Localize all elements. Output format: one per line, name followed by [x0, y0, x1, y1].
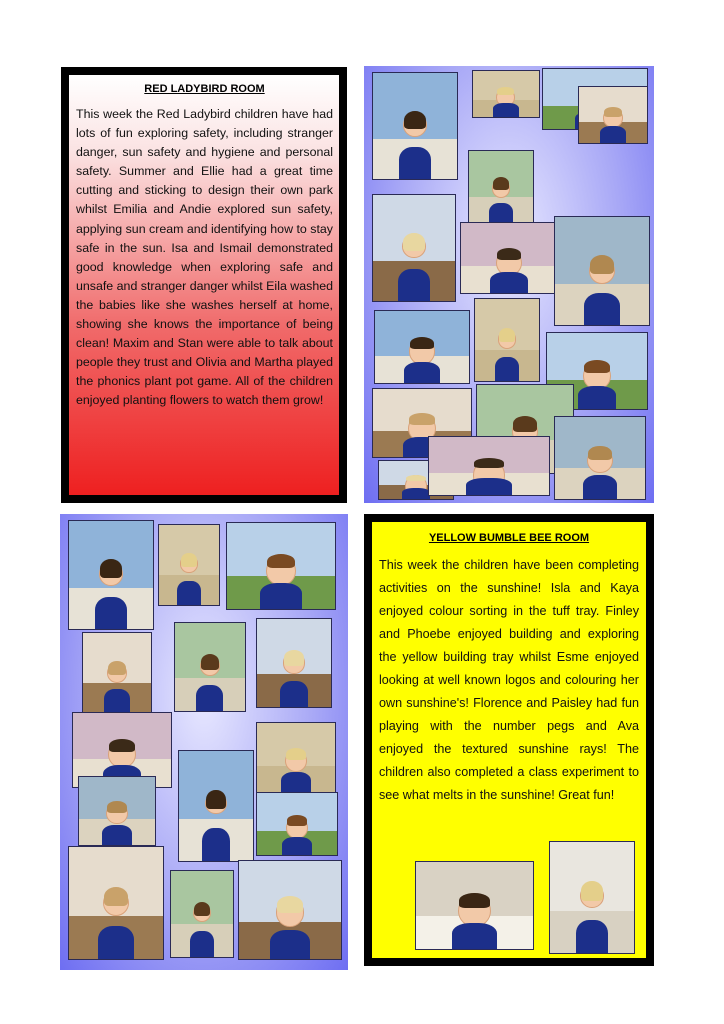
child-photo: [372, 72, 458, 180]
child-photo: [554, 216, 650, 326]
child-photo: [578, 86, 648, 144]
yellow-room-photo-collage: [60, 514, 348, 970]
child-figure: [487, 250, 531, 293]
child-figure: [396, 113, 435, 179]
child-figure: [395, 235, 433, 301]
child-photo: [415, 861, 534, 950]
child-figure: [597, 108, 628, 143]
child-photo: [178, 750, 254, 862]
child-figure: [491, 88, 521, 117]
child-photo: [256, 722, 336, 794]
child-photo: [374, 310, 470, 384]
yellow-bumble-bee-text: This week the children have been completing activities on the sunshine! Isla and Kaya enjoyed colour sorting in the tuff tray. Finley and Phoebe enjoyed building and exploring the yellow building tray whilst Esme enjoyed looking at well known logos and colouring her own sunshine's! Florence and Paisley had fun playing with the number pegs and Ava enjoyed the textured sunshine rays! The children also completed a class experiment to see what melts in the sunshine! Great fun!: [379, 558, 639, 802]
child-figure: [175, 555, 203, 605]
child-figure: [188, 904, 217, 957]
child-figure: [448, 895, 502, 949]
child-photo: [256, 792, 338, 856]
child-photo: [68, 520, 154, 630]
child-figure: [278, 750, 314, 793]
child-photo: [226, 522, 336, 610]
child-photo: [468, 150, 534, 226]
child-figure: [277, 652, 311, 707]
child-figure: [199, 793, 233, 861]
yellow-bumble-bee-content: [372, 522, 646, 958]
child-figure: [267, 898, 314, 959]
child-photo: [170, 870, 234, 958]
yellow-bumble-bee-title: YELLOW BUMBLE BEE ROOM: [428, 532, 590, 544]
child-figure: [579, 448, 620, 499]
child-figure: [486, 179, 515, 225]
red-room-photo-collage: [364, 66, 654, 503]
child-photo: [82, 632, 152, 714]
red-ladybird-text: This week the Red Ladybird children have had lots of fun exploring safety, including stranger danger, sun safety and hygiene and personal safety. Summer and Ellie had a great time cutting and sticking to design their own park whilst Emilia and Andie explored sun safety, applying sun cream and identifying how to stay safe in the sun. Isa and Ismail demonstrated good knowledge when exploring safe and unsafe and stranger danger whilst Eila washed the babies like she washes herself at home, showing she knows the importance of being clean! Maxim and Stan were able to talk about people they trust and Olivia and Martha played the phonics plant pot game. All of the children enjoyed planting flowers to watch them grow!: [76, 107, 333, 408]
child-figure: [400, 338, 443, 383]
child-figure: [94, 890, 137, 959]
child-photo: [472, 70, 540, 118]
red-ladybird-title: RED LADYBIRD ROOM: [144, 83, 265, 95]
child-figure: [194, 656, 226, 711]
child-figure: [461, 459, 516, 495]
child-figure: [256, 556, 306, 609]
child-photo: [474, 298, 540, 382]
child-photo: [460, 222, 558, 294]
child-photo: [428, 436, 550, 496]
child-figure: [101, 663, 132, 713]
child-figure: [574, 362, 620, 409]
child-photo: [174, 622, 246, 712]
child-photo: [549, 841, 635, 954]
red-ladybird-content: [69, 75, 339, 495]
child-photo: [68, 846, 164, 960]
child-photo: [158, 524, 220, 606]
child-figure: [279, 817, 316, 855]
child-photo: [256, 618, 332, 708]
child-photo: [238, 860, 342, 960]
child-figure: [492, 330, 521, 381]
child-figure: [573, 884, 612, 953]
child-figure: [92, 562, 131, 629]
child-photo: [372, 194, 456, 302]
child-figure: [580, 258, 623, 325]
child-photo: [554, 416, 646, 500]
child-photo: [78, 776, 156, 846]
child-figure: [100, 803, 135, 845]
red-ladybird-panel: [61, 67, 347, 503]
yellow-bumble-bee-panel: [364, 514, 654, 966]
